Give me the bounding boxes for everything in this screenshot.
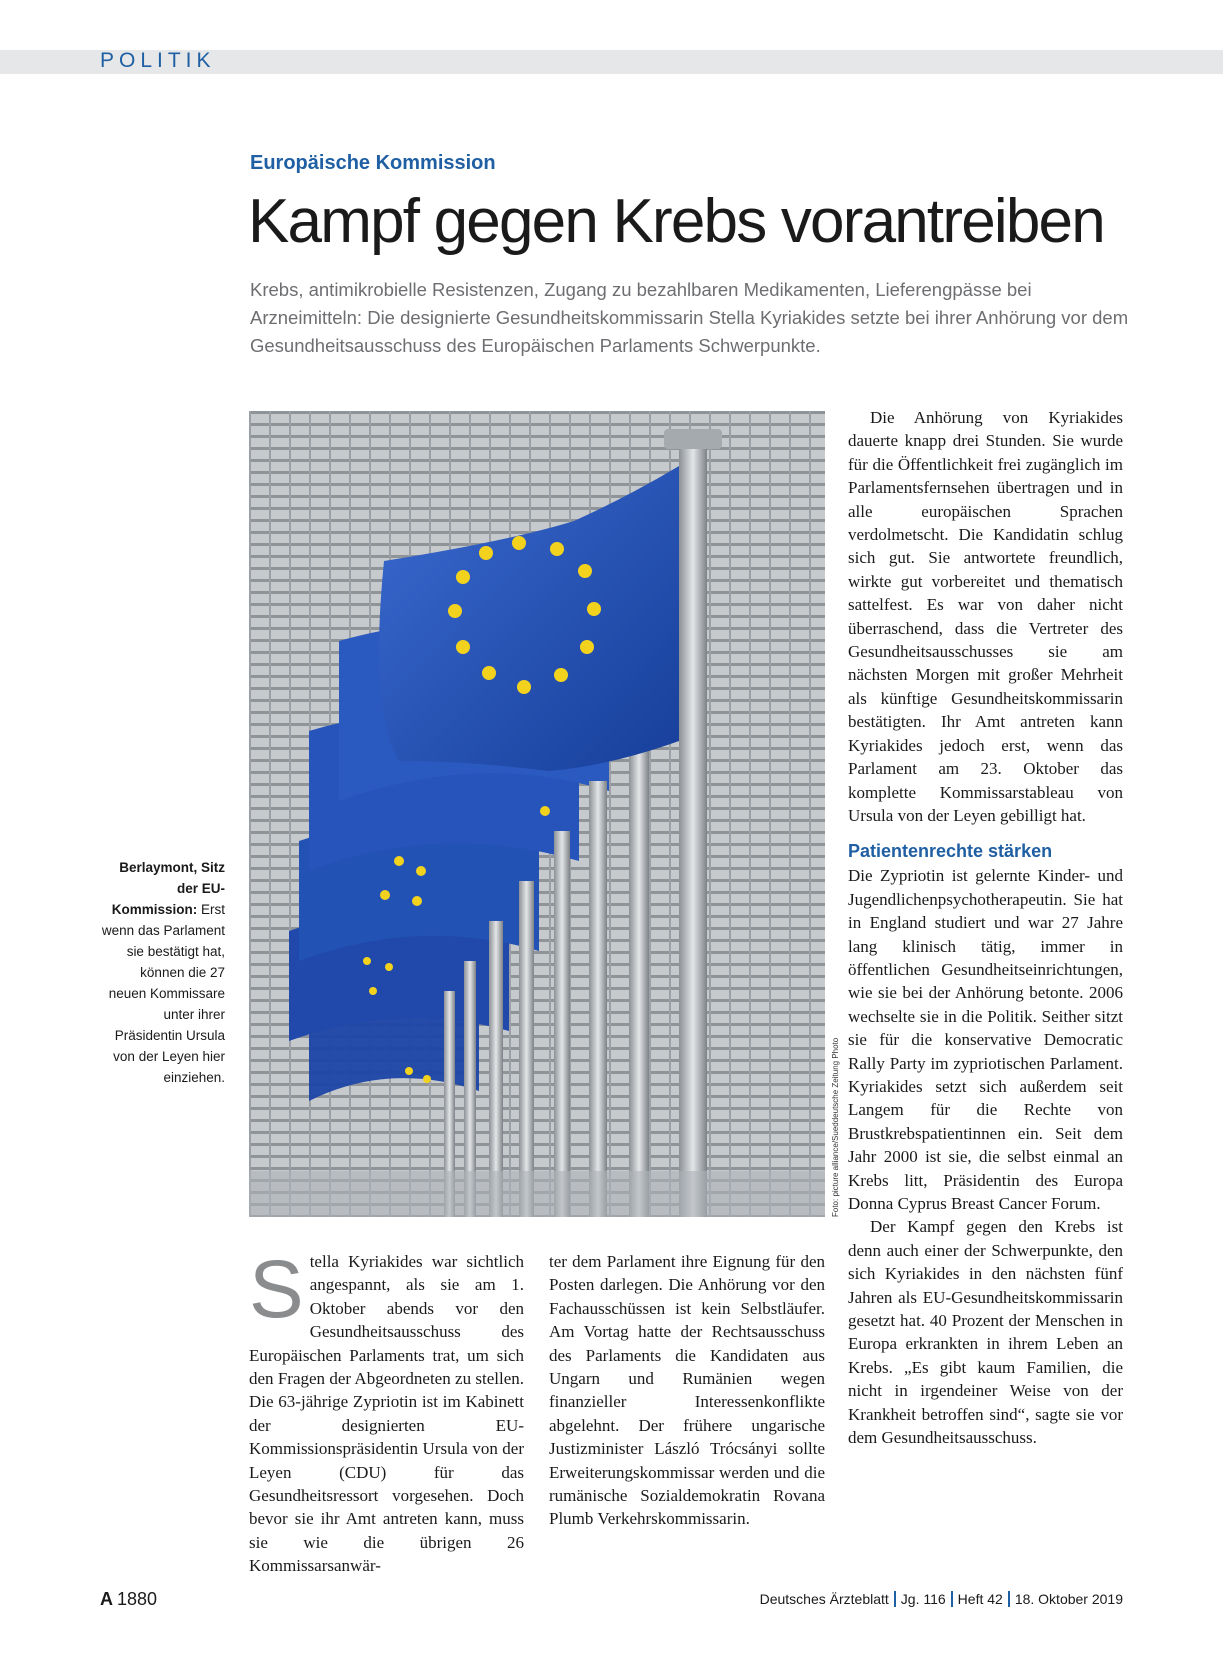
journal-issue: Heft 42 bbox=[957, 1591, 1003, 1607]
page-number: 1880 bbox=[117, 1589, 158, 1609]
footer-separator bbox=[894, 1591, 896, 1607]
article-lead: Krebs, antimikrobielle Resistenzen, Zugang zu bezahlbaren Medikamenten, Lieferengpässe bei Arzneimitteln: Die designierte Gesundheitskommissarin Stella Kyriakides setzte bei ihrer Anhörung vor dem Gesundheitsausschuss des Europäischen Parlaments Schwerpunkte. bbox=[250, 279, 1129, 356]
photo-credit: Foto: picture alliance/Sueddeutsche Zeitung Photo bbox=[831, 1037, 840, 1217]
body-paragraph: Die Anhörung von Kyriakides dauerte knapp drei Stunden. Sie wurde für die Öffentlichkeit frei zugänglich im Parlamentsfernsehen übertragen und in alle europäischen Sprachen verdolmetscht. Die Kandidatin schlug sich gut. Sie antwortete freundlich, wirkte gut vorbereitet und thematisch sattelfest. Es war von daher nicht überraschend, dass die Vertreter des Gesundheitsausschusses sie am nächsten Morgen mit großer Mehrheit als künftige Gesundheitskommissarin bestätigten. Ihr Amt antreten kann Kyriakides jedoch erst, wenn das Parlament am 23. Oktober das komplette Kommissarstableau von Ursula von der Leyen gebilligt hat. bbox=[848, 408, 1123, 825]
journal-volume: Jg. 116 bbox=[900, 1591, 946, 1607]
edition-letter: A bbox=[100, 1589, 113, 1609]
footer-separator bbox=[1008, 1591, 1010, 1607]
eu-flags-photo bbox=[249, 411, 825, 1217]
body-paragraph: ter dem Parlament ihre Eignung für den Posten darlegen. Die Anhörung vor den Fachausschüssen ist kein Selbstläufer. Am Vortag hatte der Rechtsausschuss des Parlaments die Kandidaten aus Ungarn und Rumänien wegen finanzieller Interessenkonflikte abgelehnt. Der frühere ungarische Justizminister László Trócsányi sollte Erweiterungskommissar werden und die rumänische Sozialdemokratin Rovana Plumb Verkehrskommissarin. bbox=[549, 1252, 825, 1529]
caption-title: Berlaymont, Sitz der EU-Kommission: bbox=[111, 860, 225, 917]
body-column-1 bbox=[249, 1244, 524, 1578]
page-folio bbox=[100, 1589, 157, 1610]
footer-citation bbox=[760, 1591, 1123, 1607]
drop-cap: S bbox=[249, 1244, 304, 1335]
body-column-2 bbox=[549, 1250, 825, 1531]
body-paragraph: Der Kampf gegen den Krebs ist denn auch einer der Schwerpunkte, den sich Kyriakides in den nächsten fünf Jahren als EU-Gesundheitskommissarin gesetzt hat. 40 Prozent der Menschen in Europa erkrankten in ihrem Leben an Krebs. „Es gibt kaum Familien, die nicht in irgendeiner Weise von der Krankheit betroffen sind“, sagte sie vor dem Gesundheitsausschuss. bbox=[848, 1217, 1123, 1448]
journal-date: 18. Oktober 2019 bbox=[1014, 1591, 1123, 1607]
article-kicker: Europäische Kommission bbox=[250, 152, 496, 174]
caption-text: Erst wenn das Parlament sie bestätigt hat, können die 27 neuen Kommissare unter ihrer Präsidentin Ursula von der Leyen hier einziehen. bbox=[101, 902, 225, 1085]
body-column-3 bbox=[848, 406, 1123, 1449]
article-photo bbox=[249, 411, 825, 1217]
body-paragraph: Die Zypriotin ist gelernte Kinder- und Jugendlichenpsychotherapeutin. Sie hat in England studiert und war 27 Jahre lang klinisch tätig, immer in öffentlichen Gesundheitseinrichtungen, wie sie bei der Anhörung betonte. 2006 wechselte sie in die Politik. Seither sitzt sie für die konservative Democratic Rally Party im zypriotischen Parlament. Kyriakides setzt sich außerdem seit Langem für die Rechte von Brustkrebspatientinnen ein. Seit dem Jahr 2000 ist sie, die selbst einmal an Krebs litt, Präsidentin des Europa Donna Cyprus Breast Cancer Forum. bbox=[848, 866, 1123, 1213]
section-label: POLITIK bbox=[100, 49, 216, 72]
footer-separator bbox=[951, 1591, 953, 1607]
photo-caption bbox=[100, 857, 225, 1088]
journal-name: Deutsches Ärzteblatt bbox=[759, 1591, 889, 1607]
subheading: Patientenrechte stärken bbox=[848, 841, 1053, 862]
body-paragraph: tella Kyriakides war sichtlich angespannt, als sie am 1. Oktober abends vor den Gesundheitsausschuss des Europäischen Parlaments trat, um sich den Fragen der Abgeordneten zu stellen. Die 63-jährige Zypriotin ist im Kabinett der designierten EU-Kommissionspräsidentin Ursula von der Leyen (CDU) für das Gesundheitsressort vorgesehen. Doch bevor sie ihr Amt antreten kann, muss sie wie die übrigen 26 Kommissarsanwär- bbox=[249, 1252, 524, 1576]
article-headline: Kampf gegen Krebs vorantreiben bbox=[248, 187, 1104, 256]
